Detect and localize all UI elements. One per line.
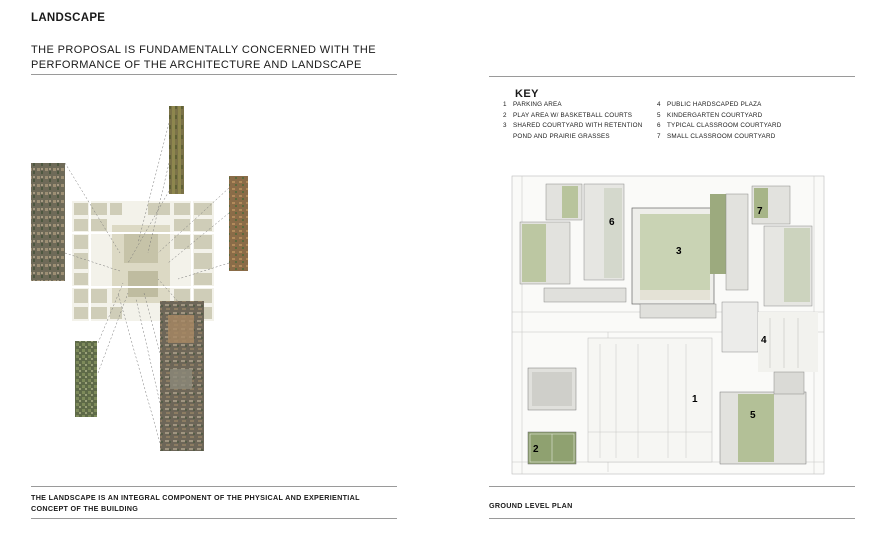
shared-courtyard (632, 208, 714, 304)
section-title: LANDSCAPE (31, 12, 106, 24)
aerial-photo-bottom-left (75, 341, 97, 417)
right-caption-bottom-divider (489, 518, 855, 519)
aerial-photo-top (169, 106, 184, 194)
key-item-1: 1 PARKING AREA (503, 101, 562, 108)
key-item-6: 6 TYPICAL CLASSROOM COURTYARD (657, 122, 782, 129)
right-top-divider (489, 76, 855, 77)
key-title: KEY (515, 88, 539, 100)
headline: THE PROPOSAL IS FUNDAMENTALLY CONCERNED WITH THE PERFORMANCE OF THE ARCHITECTURE AND LANDSCAPE (31, 44, 376, 71)
key-item-2: 2 PLAY AREA W/ BASKETBALL COURTS (503, 111, 633, 119)
plan-label-1: 1 (692, 394, 698, 405)
plan-label-3: 3 (676, 246, 682, 257)
plan-label-2: 2 (533, 444, 539, 455)
key-item-3: 3 SHARED COURTYARD WITH RETENTION POND AND PRAIRIE GRASSES (503, 122, 643, 140)
key-list-right (657, 100, 797, 142)
plan-label-6: 6 (609, 217, 615, 228)
landscape-collage-diagram (28, 103, 408, 453)
plan-label-7: 7 (757, 206, 763, 217)
headline-divider (31, 74, 397, 75)
right-caption-top-divider (489, 486, 855, 487)
left-caption-bottom-divider (31, 518, 397, 519)
key-item-5: 5 KINDERGARTEN COURTYARD (657, 111, 763, 119)
plan-label-4: 4 (761, 335, 767, 346)
key-list-left (503, 100, 643, 142)
aerial-photo-left (31, 163, 65, 281)
plan-label-5: 5 (750, 410, 756, 421)
ground-level-plan (508, 172, 828, 478)
aerial-photo-right (229, 176, 248, 271)
key-item-4: 4 PUBLIC HARDSCAPED PLAZA (657, 101, 762, 108)
plan-caption: GROUND LEVEL PLAN (489, 501, 573, 510)
key-item-7: 7 SMALL CLASSROOM COURTYARD (657, 132, 776, 140)
left-caption: THE LANDSCAPE IS AN INTEGRAL COMPONENT OF THE PHYSICAL AND EXPERIENTIAL CONCEPT OF THE BUILDING (31, 493, 360, 513)
left-caption-top-divider (31, 486, 397, 487)
